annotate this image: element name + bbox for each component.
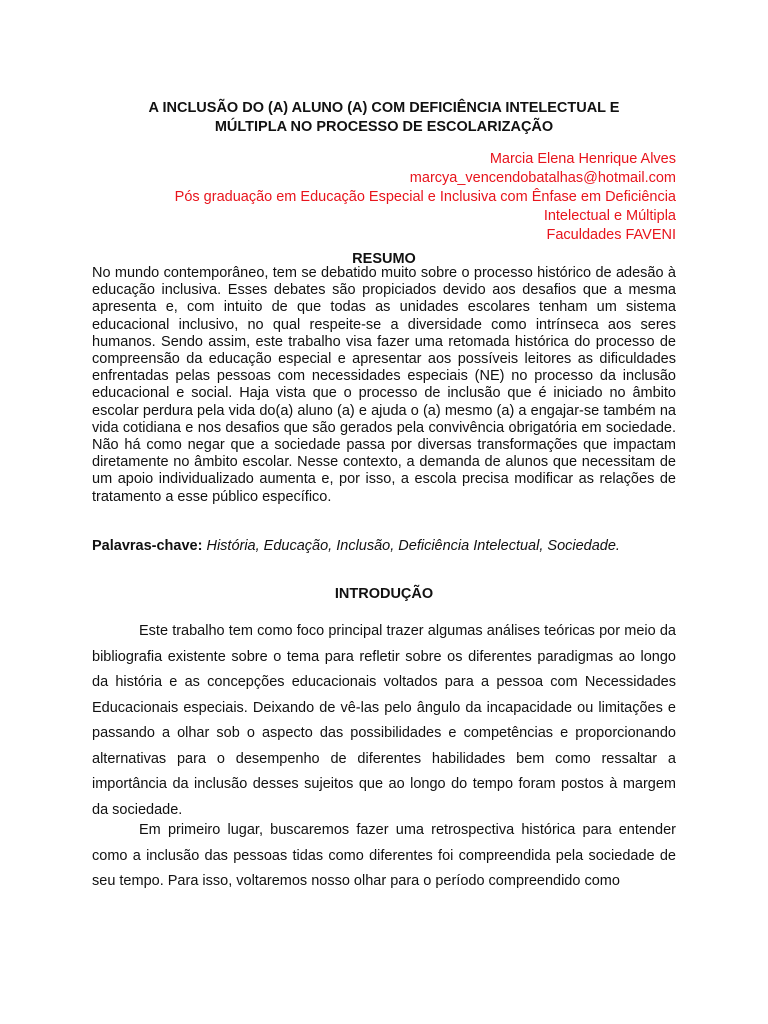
introduction-paragraph-2: Em primeiro lugar, buscaremos fazer uma retrospectiva histórica para entender como a inclusão das pessoas tidas como diferentes foi compreendida pela sociedade de seu tempo. Para isso, voltaremos nosso olhar para o período compreendido como bbox=[92, 822, 676, 889]
author-program-line-1: Pós graduação em Educação Especial e Inclusiva com Ênfase em Deficiência bbox=[174, 189, 676, 205]
title-line-2: MÚLTIPLA NO PROCESSO DE ESCOLARIZAÇÃO bbox=[214, 119, 554, 135]
introduction-heading: INTRODUÇÃO bbox=[334, 586, 434, 602]
author-block bbox=[92, 150, 676, 245]
author-name: Marcia Elena Henrique Alves bbox=[489, 151, 676, 167]
keywords bbox=[92, 537, 676, 555]
keywords-list: História, Educação, Inclusão, Deficiência Intelectual, Sociedade. bbox=[206, 538, 620, 554]
abstract-heading: RESUMO bbox=[352, 251, 416, 267]
document-title bbox=[92, 99, 676, 137]
author-email: marcya_vencendobatalhas@hotmail.com bbox=[409, 170, 676, 186]
abstract-text: No mundo contemporâneo, tem se debatido muito sobre o processo histórico de adesão à educação inclusiva. Esses debates são propiciados devido aos desafios que a mesma apresenta e, com intuito de que todas as unidades escolares tenham um sistema educacional inclusivo, no qual respeite-se a diversidade como intrínseca aos seres humanos. Sendo assim, este trabalho visa fazer uma retomada histórica do processo de compreensão da educação especial e apresentar aos possíveis leitores as dificuldades enfrentadas pelas pessoas com necessidades especiais (NE) no processo da inclusão educacional e social. Haja vista que o processo de inclusão que é iniciado no âmbito escolar perdura pela vida do(a) aluno (a) e ajuda o (a) mesmo (a) a engajar-se também na vida cotidiana e nos desafios que são gerados pela convivência obrigatória em sociedade. Não há como negar que a sociedade passa por diversas transformações que impactam diretamente no âmbito escolar. Nesse contexto, a demanda de alunos que necessitam de um apoio individualizado aumenta e, por isso, a escola precisa modificar as relações de tratamento a esse público específico. bbox=[92, 265, 676, 505]
author-institution: Faculdades FAVENI bbox=[546, 227, 676, 243]
introduction-paragraph-1: Este trabalho tem como foco principal trazer algumas análises teóricas por meio da bibliografia existente sobre o tema para refletir sobre os diferentes paradigmas ao longo da história e as concepções educacionais voltados para a pessoa com Necessidades Educacionais especiais. Deixando de vê-las pelo ângulo da incapacidade ou limitações e passando a olhar sob o aspecto das possibilidades e competências e proporcionando alternativas para o desempenho de diferentes habilidades bem como ressaltar a importância da inclusão desses sujeitos que ao longo do tempo foram postos à margem da sociedade. bbox=[92, 623, 676, 818]
title-line-1: A INCLUSÃO DO (A) ALUNO (A) COM DEFICIÊNCIA INTELECTUAL E bbox=[148, 100, 620, 116]
author-program-line-2: Intelectual e Múltipla bbox=[543, 208, 676, 224]
keywords-label: Palavras-chave: bbox=[92, 538, 207, 554]
